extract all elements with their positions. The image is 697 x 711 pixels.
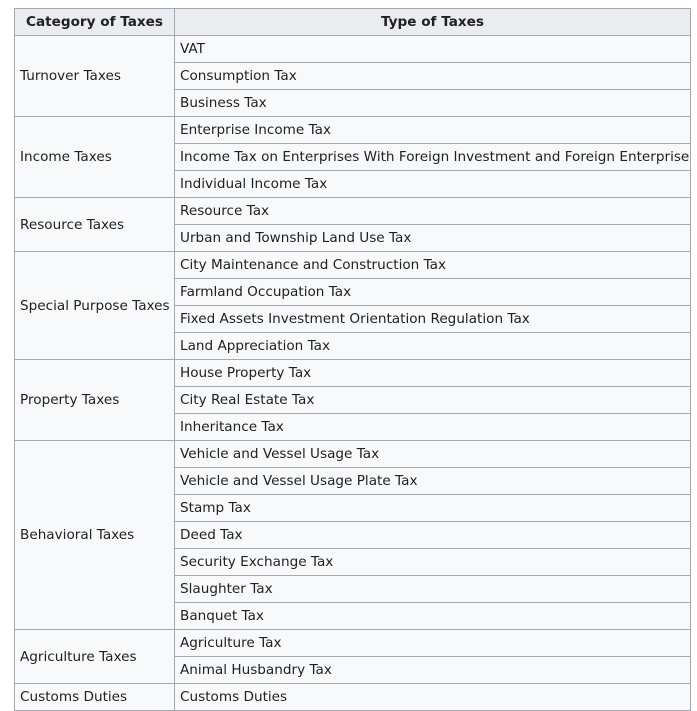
category-cell: Resource Taxes [15, 198, 175, 252]
tax-table [14, 8, 691, 711]
table-row [15, 117, 691, 144]
table-row [15, 252, 691, 279]
category-cell: Customs Duties [15, 684, 175, 711]
category-cell: Behavioral Taxes [15, 441, 175, 630]
tax-type-cell: Fixed Assets Investment Orientation Regulation Tax [175, 306, 691, 333]
category-cell: Special Purpose Taxes [15, 252, 175, 360]
tax-type-cell: City Maintenance and Construction Tax [175, 252, 691, 279]
table-row [15, 198, 691, 225]
tax-type-cell: Urban and Township Land Use Tax [175, 225, 691, 252]
table-row [15, 36, 691, 63]
table-row [15, 441, 691, 468]
table-row [15, 360, 691, 387]
tax-type-cell: Animal Husbandry Tax [175, 657, 691, 684]
tax-type-cell: Income Tax on Enterprises With Foreign Investment and Foreign Enterprise [175, 144, 691, 171]
tax-type-cell: Resource Tax [175, 198, 691, 225]
tax-type-cell: Inheritance Tax [175, 414, 691, 441]
tax-type-cell: Banquet Tax [175, 603, 691, 630]
tax-type-cell: Stamp Tax [175, 495, 691, 522]
tax-type-cell: Farmland Occupation Tax [175, 279, 691, 306]
category-cell: Agriculture Taxes [15, 630, 175, 684]
tax-type-cell: Agriculture Tax [175, 630, 691, 657]
tax-type-cell: City Real Estate Tax [175, 387, 691, 414]
type-column-header: Type of Taxes [175, 9, 691, 36]
tax-type-cell: Vehicle and Vessel Usage Tax [175, 441, 691, 468]
tax-type-cell: Slaughter Tax [175, 576, 691, 603]
table-body [15, 36, 691, 711]
table-row [15, 684, 691, 711]
category-cell: Income Taxes [15, 117, 175, 198]
tax-type-cell: Customs Duties [175, 684, 691, 711]
tax-type-cell: Deed Tax [175, 522, 691, 549]
tax-type-cell: Individual Income Tax [175, 171, 691, 198]
tax-type-cell: Land Appreciation Tax [175, 333, 691, 360]
category-cell: Property Taxes [15, 360, 175, 441]
tax-type-cell: Enterprise Income Tax [175, 117, 691, 144]
tax-type-cell: VAT [175, 36, 691, 63]
tax-type-cell: House Property Tax [175, 360, 691, 387]
header-row [15, 9, 691, 36]
table-row [15, 630, 691, 657]
tax-type-cell: Vehicle and Vessel Usage Plate Tax [175, 468, 691, 495]
tax-type-cell: Business Tax [175, 90, 691, 117]
category-column-header: Category of Taxes [15, 9, 175, 36]
category-cell: Turnover Taxes [15, 36, 175, 117]
tax-type-cell: Consumption Tax [175, 63, 691, 90]
tax-type-cell: Security Exchange Tax [175, 549, 691, 576]
